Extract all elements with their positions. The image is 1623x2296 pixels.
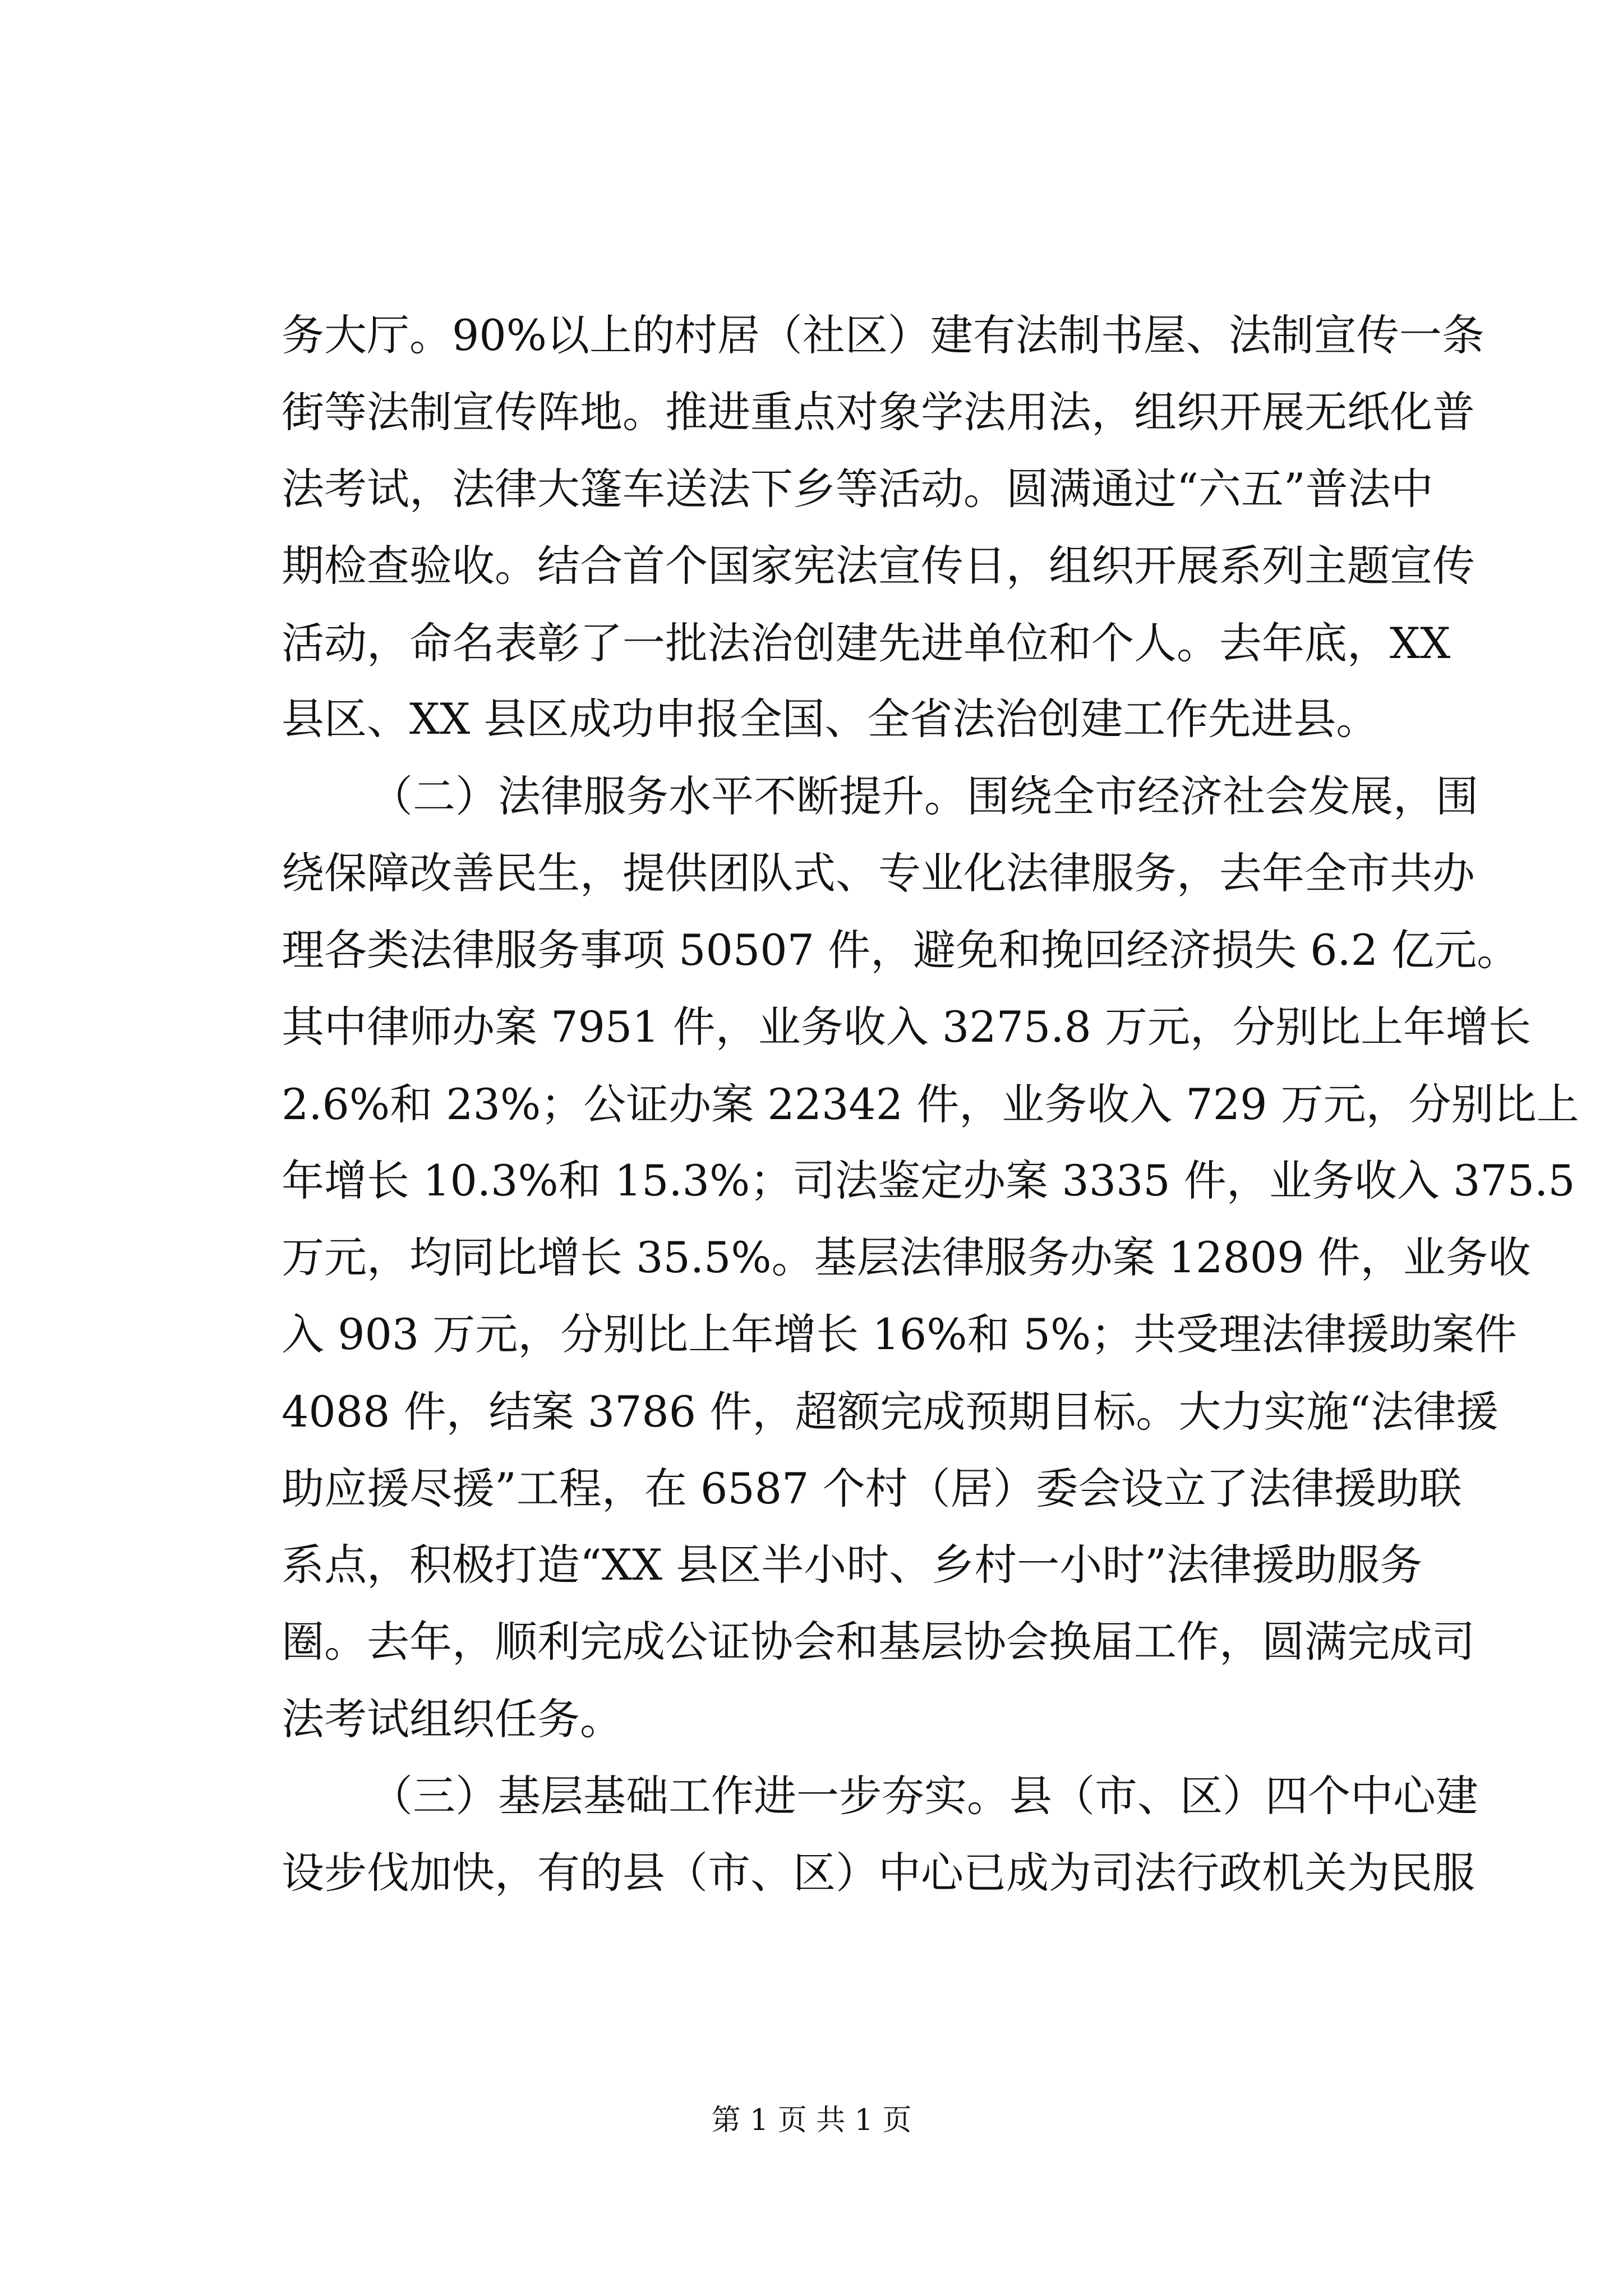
paragraph-first-line: （三）基层基础工作进一步夯实。县（市、区）四个中心建 [370, 1771, 1478, 1821]
body-line: 系点，积极打造“XX 县区半小时、乡村一小时”法律援助服务 [282, 1540, 1423, 1590]
body-line: 法考试，法律大篷车送法下乡等活动。圆满通过“六五”普法中 [282, 464, 1433, 514]
body-line: 2.6%和 23%；公证办案 22342 件，业务收入 729 万元，分别比上 [282, 1079, 1579, 1129]
body-line: 活动，命名表彰了一批法治创建先进单位和个人。去年底，XX [282, 618, 1451, 668]
body-line: 其中律师办案 7951 件，业务收入 3275.8 万元，分别比上年增长 [282, 1002, 1531, 1052]
body-line: 法考试组织任务。 [282, 1694, 623, 1744]
body-line: 设步伐加快，有的县（市、区）中心已成为司法行政机关为民服 [282, 1848, 1475, 1898]
body-line: 理各类法律服务事项 50507 件，避免和挽回经济损失 6.2 亿元。 [282, 925, 1520, 975]
body-line: 入 903 万元，分别比上年增长 16%和 5%；共受理法律援助案件 [282, 1309, 1518, 1359]
body-line: 街等法制宣传阵地。推进重点对象学法用法，组织开展无纸化普 [282, 387, 1475, 437]
page-footer: 第 1 页 共 1 页 [711, 2104, 912, 2137]
paragraph-first-line: （二）法律服务水平不断提升。围绕全市经济社会发展，围 [370, 771, 1478, 821]
body-line: 务大厅。90%以上的村居（社区）建有法制书屋、法制宣传一条 [282, 310, 1484, 360]
body-line: 期检查验收。结合首个国家宪法宣传日，组织开展系列主题宣传 [282, 541, 1475, 591]
body-line: 绕保障改善民生，提供团队式、专业化法律服务，去年全市共办 [282, 848, 1475, 898]
body-line: 圈。去年，顺利完成公证协会和基层协会换届工作，圆满完成司 [282, 1617, 1475, 1667]
body-line: 年增长 10.3%和 15.3%；司法鉴定办案 3335 件，业务收入 375.5 [282, 1156, 1575, 1205]
body-line: 助应援尽援”工程，在 6587 个村（居）委会设立了法律援助联 [282, 1464, 1462, 1513]
body-line: 县区、XX 县区成功申报全国、全省法治创建工作先进县。 [282, 694, 1379, 744]
body-line: 4088 件，结案 3786 件，超额完成预期目标。大力实施“法律援 [282, 1387, 1499, 1437]
body-line: 万元，均同比增长 35.5%。基层法律服务办案 12809 件，业务收 [282, 1232, 1531, 1282]
